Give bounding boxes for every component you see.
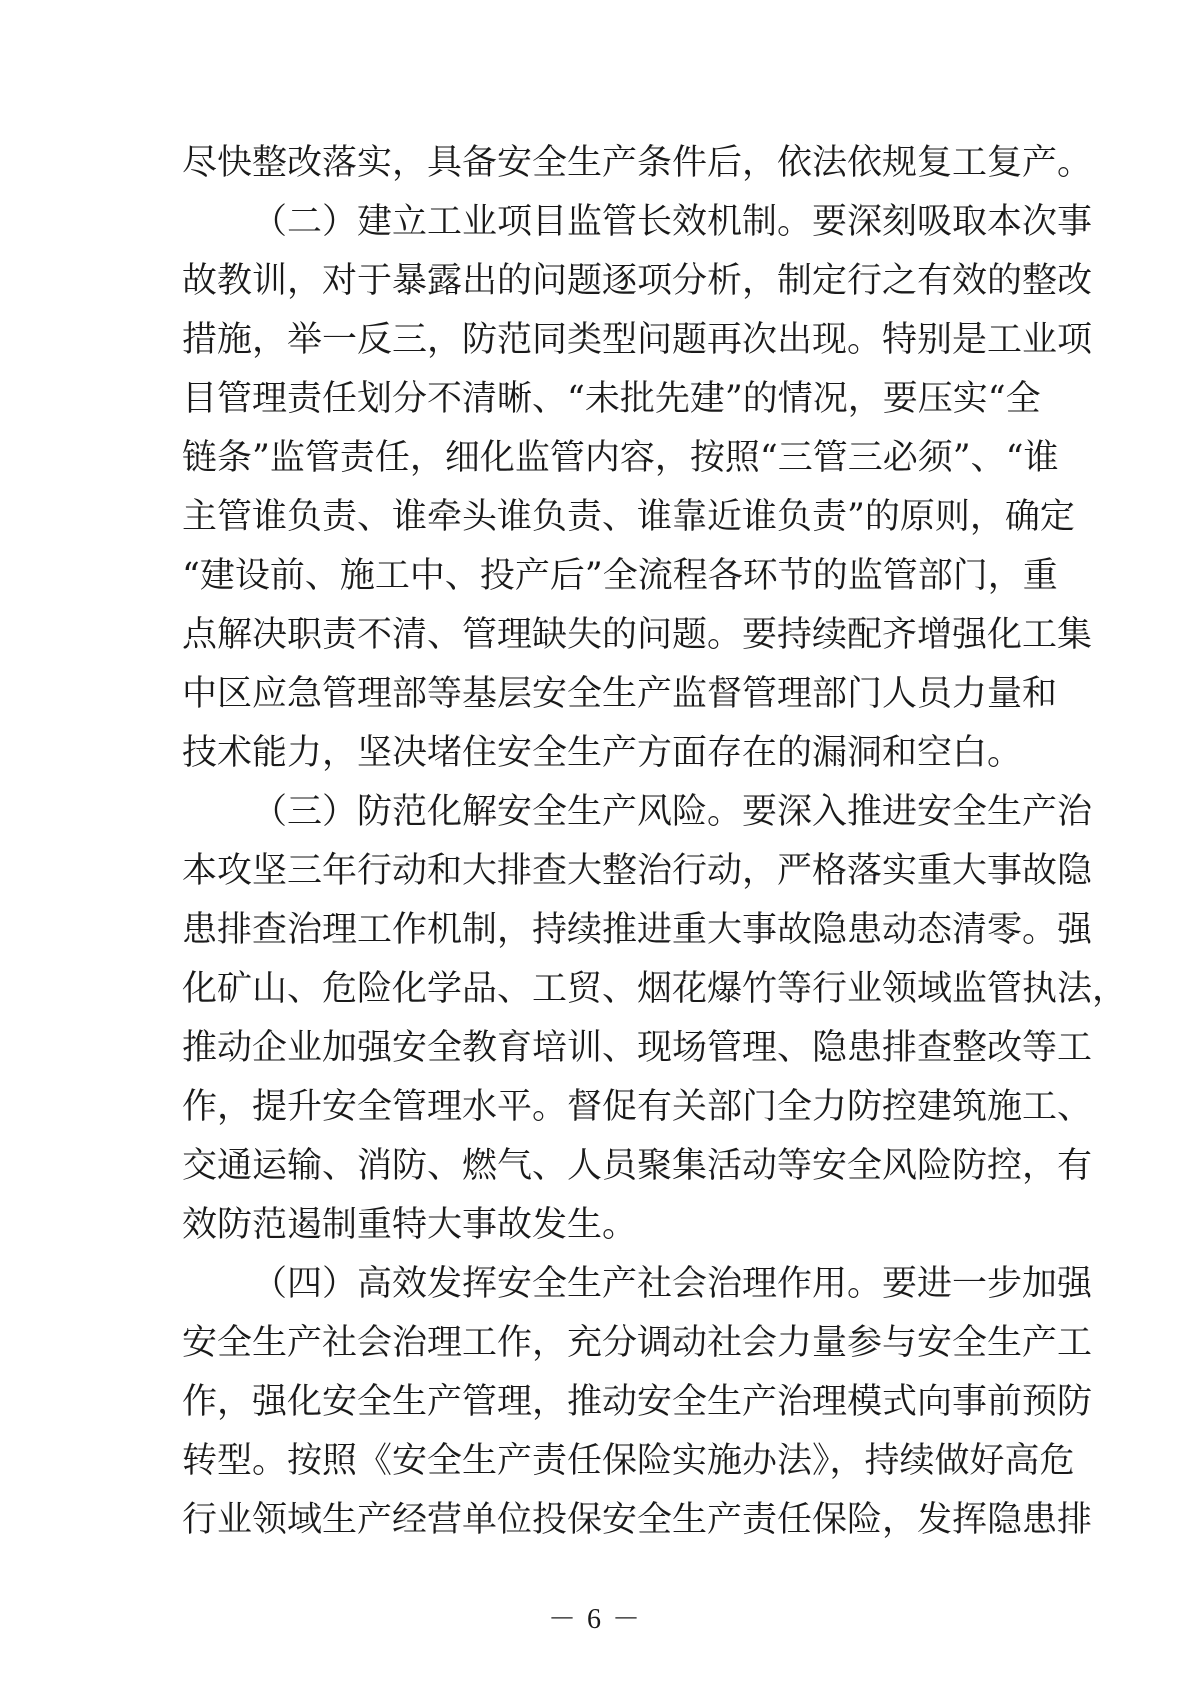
page-number: － 6 － [547,1604,642,1635]
text-line: 转型。按照《安全生产责任保险实施办法》，持续做好高危 [182,1441,1075,1481]
text-line: 主管谁负责、谁牵头谁负责、谁靠近谁负责”的原则，确定 [182,497,1075,537]
text-line: 故教训，对于暴露出的问题逐项分析，制定行之有效的整改 [182,261,1093,301]
text-line: 效防范遏制重特大事故发生。 [182,1205,638,1245]
text-line: 中区应急管理部等基层安全生产监督管理部门人员力量和 [182,674,1058,714]
text-line: 措施，举一反三，防范同类型问题再次出现。特别是工业项 [182,320,1093,360]
text-line: 本攻坚三年行动和大排查大整治行动，严格落实重大事故隐 [182,851,1093,891]
text-line: 技术能力，坚决堵住安全生产方面存在的漏洞和空白。 [182,733,1023,773]
section-heading-line: （二）建立工业项目监管长效机制。要深刻吸取本次事 [252,202,1093,242]
text-line: 交通运输、消防、燃气、人员聚集活动等安全风险防控，有 [182,1146,1093,1186]
text-line: 作，强化安全生产管理，推动安全生产治理模式向事前预防 [182,1382,1093,1422]
text-line: 作，提升安全管理水平。督促有关部门全力防控建筑施工、 [182,1087,1093,1127]
section-heading-line: （四）高效发挥安全生产社会治理作用。要进一步加强 [252,1264,1093,1304]
text-line: 安全生产社会治理工作，充分调动社会力量参与安全生产工 [182,1323,1093,1363]
section-heading-line: （三）防范化解安全生产风险。要深入推进安全生产治 [252,792,1093,832]
text-line: 行业领域生产经营单位投保安全生产责任保险，发挥隐患排 [182,1500,1093,1540]
text-line: 推动企业加强安全教育培训、现场管理、隐患排查整改等工 [182,1028,1093,1068]
text-line: “建设前、施工中、投产后”全流程各环节的监管部门，重 [182,556,1058,596]
text-line: 尽快整改落实，具备安全生产条件后，依法依规复工复产。 [182,143,1093,183]
text-line: 目管理责任划分不清晰、“未批先建”的情况，要压实“全 [182,379,1041,419]
text-line: 点解决职责不清、管理缺失的问题。要持续配齐增强化工集 [182,615,1093,655]
text-line: 化矿山、危险化学品、工贸、烟花爆竹等行业领域监管执法， [182,969,1128,1009]
text-line: 链条”监管责任，细化监管内容，按照“三管三必须”、“谁 [182,438,1059,478]
text-line: 患排查治理工作机制，持续推进重大事故隐患动态清零。强 [182,910,1093,950]
